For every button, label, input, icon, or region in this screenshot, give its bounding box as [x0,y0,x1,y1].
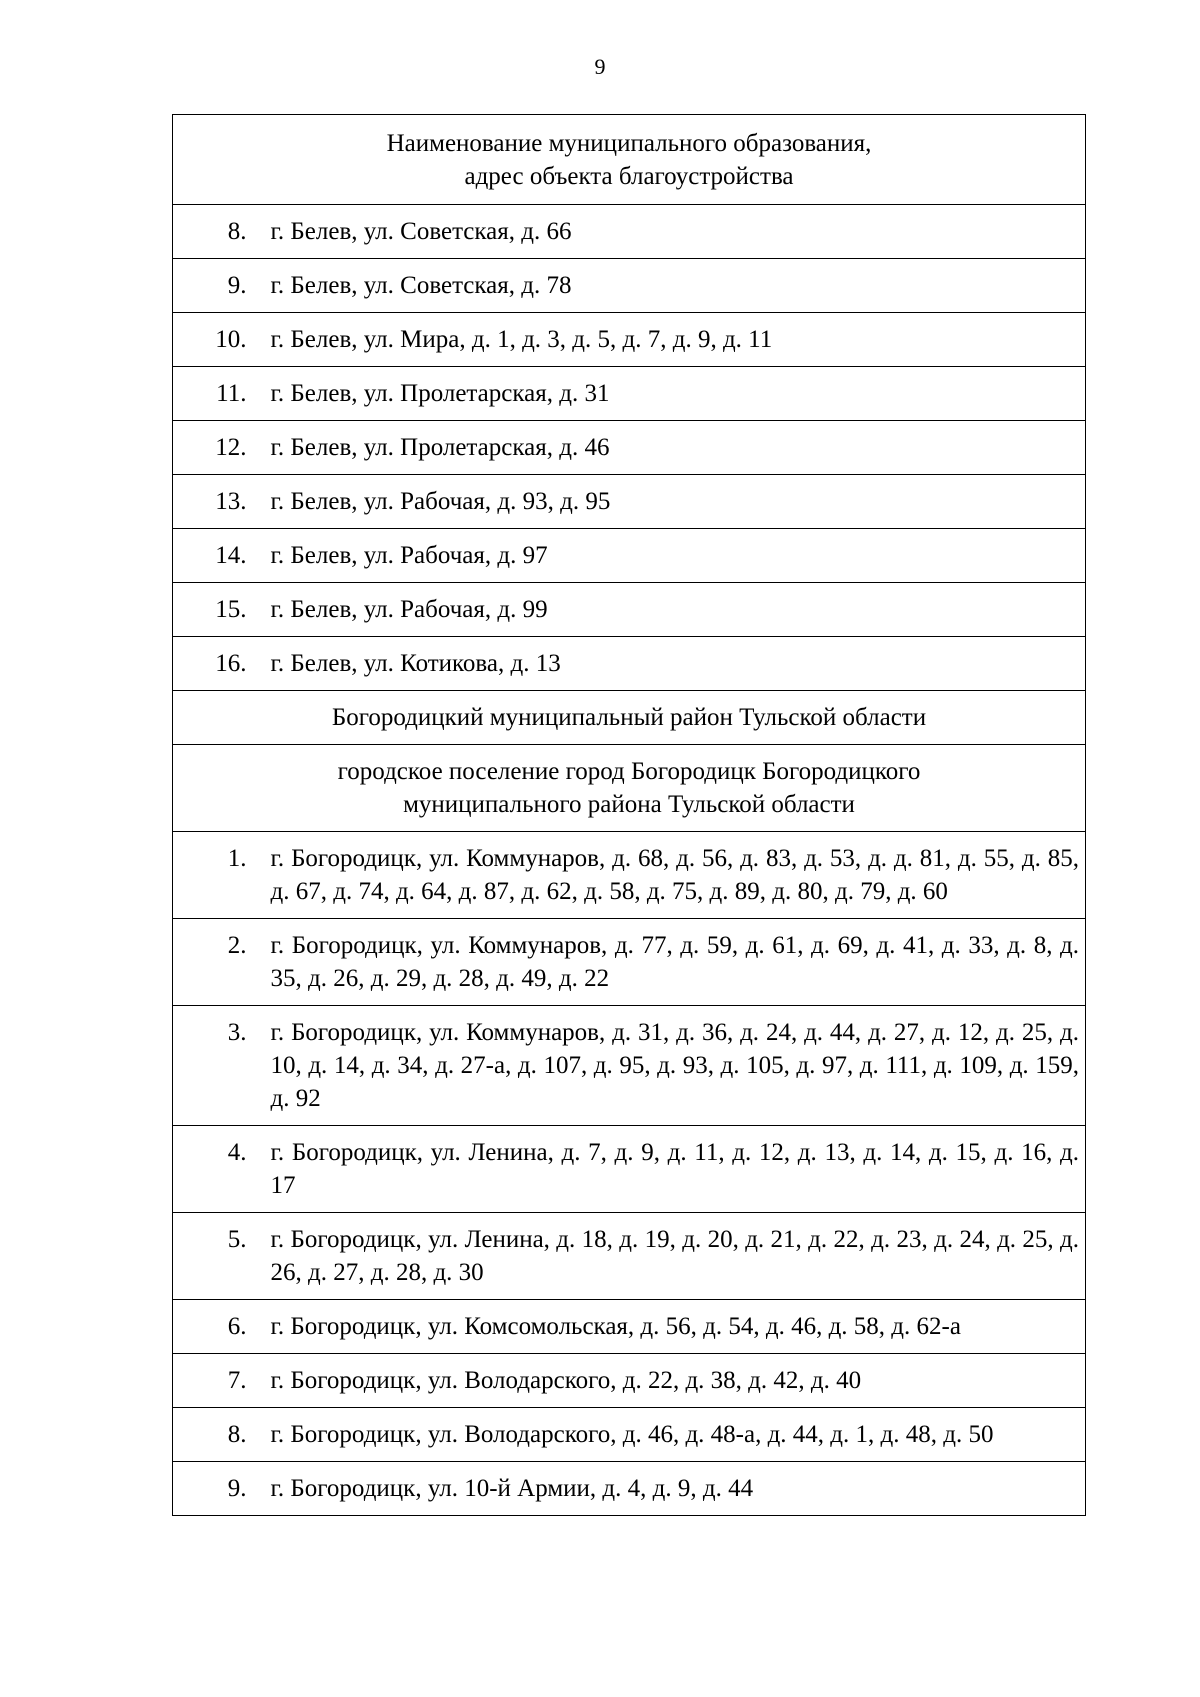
page-number: 9 [594,54,606,79]
row-number: 9. [173,259,259,313]
row-number: 16. [173,637,259,691]
row-address: г. Белев, ул. Советская, д. 66 [259,205,1086,259]
table-row [173,583,1086,637]
row-number: 9. [173,1462,259,1516]
table-row [173,1213,1086,1300]
row-address: г. Белев, ул. Советская, д. 78 [259,259,1086,313]
row-address: г. Белев, ул. Мира, д. 1, д. 3, д. 5, д. 7, д. 9, д. 11 [259,313,1086,367]
row-number: 8. [173,1408,259,1462]
table-row [173,529,1086,583]
row-number: 4. [173,1126,259,1213]
row-address: г. Богородицк, ул. Коммунаров, д. 31, д. 36, д. 24, д. 44, д. 27, д. 12, д. 25, д. 10, д. 14, д. 34, д. 27-а, д. 107, д. 95, д. 93, д. 105, д. 97, д. 111, д. 109, д. 159, д. 92 [259,1006,1086,1126]
row-address: г. Белев, ул. Пролетарская, д. 31 [259,367,1086,421]
table-header-row [173,115,1086,205]
table-row [173,1006,1086,1126]
header-line-2: адрес объекта благоустройства [464,163,794,190]
table-row [173,1462,1086,1516]
table-row [173,1300,1086,1354]
row-number: 8. [173,205,259,259]
row-address: г. Богородицк, ул. Комсомольская, д. 56, д. 54, д. 46, д. 58, д. 62-а [259,1300,1086,1354]
row-address: г. Богородицк, ул. Ленина, д. 18, д. 19, д. 20, д. 21, д. 22, д. 23, д. 24, д. 25, д. 26, д. 27, д. 28, д. 30 [259,1213,1086,1300]
row-address: г. Богородицк, ул. Коммунаров, д. 77, д. 59, д. 61, д. 69, д. 41, д. 33, д. 8, д. 35, д. 26, д. 29, д. 28, д. 49, д. 22 [259,919,1086,1006]
table-row [173,1354,1086,1408]
row-address: г. Богородицк, ул. 10-й Армии, д. 4, д. 9, д. 44 [259,1462,1086,1516]
row-number: 14. [173,529,259,583]
section-settlement [173,745,1086,832]
section-settlement-line-1: городское поселение город Богородицк Богородицкого [337,758,921,785]
row-number: 6. [173,1300,259,1354]
row-number: 2. [173,919,259,1006]
row-number: 7. [173,1354,259,1408]
row-address: г. Богородицк, ул. Ленина, д. 7, д. 9, д. 11, д. 12, д. 13, д. 14, д. 15, д. 16, д. 17 [259,1126,1086,1213]
row-number: 1. [173,832,259,919]
table-row [173,832,1086,919]
table-row [173,1126,1086,1213]
table-header-cell [173,115,1086,205]
row-address: г. Белев, ул. Котикова, д. 13 [259,637,1086,691]
row-number: 11. [173,367,259,421]
row-address: г. Белев, ул. Рабочая, д. 99 [259,583,1086,637]
table-row [173,919,1086,1006]
row-number: 12. [173,421,259,475]
table-row [173,259,1086,313]
row-address: г. Белев, ул. Рабочая, д. 97 [259,529,1086,583]
address-table [172,114,1086,1516]
table-row [173,367,1086,421]
table-row [173,637,1086,691]
row-number: 3. [173,1006,259,1126]
table-row [173,313,1086,367]
row-address: г. Богородицк, ул. Коммунаров, д. 68, д. 56, д. 83, д. 53, д. д. 81, д. 55, д. 85, д. 67, д. 74, д. 64, д. 87, д. 62, д. 58, д. 75, д. 89, д. 80, д. 79, д. 60 [259,832,1086,919]
table-row [173,205,1086,259]
section-district [173,691,1086,745]
row-address: г. Богородицк, ул. Володарского, д. 22, д. 38, д. 42, д. 40 [259,1354,1086,1408]
table-row [173,1408,1086,1462]
header-line-1: Наименование муниципального образования, [386,130,872,157]
row-address: г. Богородицк, ул. Володарского, д. 46, д. 48-а, д. 44, д. 1, д. 48, д. 50 [259,1408,1086,1462]
table-row [173,421,1086,475]
row-address: г. Белев, ул. Пролетарская, д. 46 [259,421,1086,475]
section-settlement-line-2: муниципального района Тульской области [403,791,855,818]
section-settlement-row [173,745,1086,832]
section-district-row [173,691,1086,745]
section-district-line-1: Богородицкий муниципальный район Тульской области [331,704,927,731]
row-number: 15. [173,583,259,637]
row-number: 5. [173,1213,259,1300]
row-number: 13. [173,475,259,529]
row-number: 10. [173,313,259,367]
row-address: г. Белев, ул. Рабочая, д. 93, д. 95 [259,475,1086,529]
table-row [173,475,1086,529]
